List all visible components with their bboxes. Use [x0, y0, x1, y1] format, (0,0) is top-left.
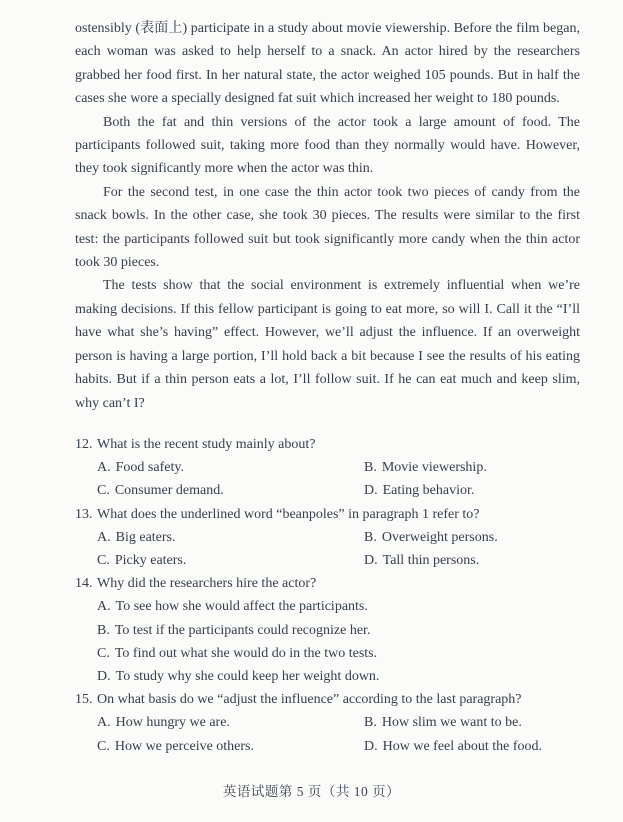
option-label: A.	[97, 715, 111, 731]
question-14-stem	[75, 572, 580, 595]
question-13-stem	[75, 503, 580, 526]
questions-section	[75, 433, 580, 758]
option-text: To study why she could keep her weight down.	[115, 668, 380, 684]
option-text: Consumer demand.	[114, 483, 224, 499]
option-label: A.	[97, 599, 111, 615]
option-label: D.	[364, 483, 378, 499]
question-number: 14.	[75, 576, 93, 592]
option-text: To find out what she would do in the two tests.	[114, 645, 378, 661]
question-14-option-d	[97, 665, 580, 688]
question-14-option-c	[97, 642, 580, 665]
question-text: On what basis do we “adjust the influence” according to the last paragraph?	[97, 692, 522, 708]
passage-paragraph-3: For the second test, in one case the thin actor took two pieces of candy from the snack bowls. In the other case, she took 30 pieces. The results were similar to the first test: the participants followed suit but took significantly more candy when the thin actor took 30 pieces.	[75, 184, 580, 271]
question-13-option-a	[97, 526, 364, 549]
option-text: Overweight persons.	[381, 529, 498, 545]
option-label: A.	[97, 460, 111, 476]
option-label: C.	[97, 483, 110, 499]
option-text: To test if the participants could recognize her.	[114, 622, 371, 638]
option-text: How slim we want to be.	[381, 715, 522, 731]
question-13-option-c	[97, 549, 364, 572]
question-15-option-b	[364, 711, 580, 734]
option-text: To see how she would affect the participants.	[115, 599, 368, 615]
option-label: C.	[97, 552, 110, 568]
option-text: Tall thin persons.	[382, 552, 480, 568]
reading-passage	[75, 17, 580, 415]
question-15-option-d	[364, 735, 580, 758]
option-label: C.	[97, 645, 110, 661]
question-13-option-b	[364, 526, 580, 549]
option-label: D.	[97, 668, 111, 684]
question-text: Why did the researchers hire the actor?	[97, 576, 317, 592]
question-12-stem	[75, 433, 580, 456]
question-15-option-c	[97, 735, 364, 758]
question-12-options	[97, 456, 580, 502]
question-number: 13.	[75, 506, 93, 522]
option-label: B.	[364, 460, 377, 476]
question-15	[75, 688, 580, 758]
option-text: Movie viewership.	[381, 460, 487, 476]
option-label: B.	[364, 529, 377, 545]
question-14-option-a	[97, 595, 580, 618]
question-15-options	[97, 711, 580, 757]
question-13-option-d	[364, 549, 580, 572]
question-13	[75, 503, 580, 573]
question-12-option-d	[364, 479, 580, 502]
question-14	[75, 572, 580, 688]
passage-paragraph-1: ostensibly (表面上) participate in a study about movie viewership. Before the film began, each woman was asked to help herself to a snack. An actor hired by the researchers grabbed her food first. In her natural state, the actor weighed 105 pounds. But in half the cases she wore a specially designed fat suit which increased her weight to 180 pounds.	[75, 21, 580, 107]
option-text: How we perceive others.	[114, 738, 255, 754]
option-label: C.	[97, 738, 110, 754]
question-text: What does the underlined word “beanpoles” in paragraph 1 refer to?	[97, 506, 480, 522]
option-text: Eating behavior.	[382, 483, 475, 499]
question-12-option-c	[97, 479, 364, 502]
option-label: D.	[364, 552, 378, 568]
question-number: 15.	[75, 692, 93, 708]
question-15-stem	[75, 688, 580, 711]
option-text: Picky eaters.	[114, 552, 187, 568]
question-14-options	[97, 595, 580, 688]
question-12	[75, 433, 580, 503]
passage-paragraph-2: Both the fat and thin versions of the actor took a large amount of food. The participants followed suit, taking more food than they normally would have. However, they took significantly more when the actor was thin.	[75, 114, 580, 177]
option-text: How we feel about the food.	[382, 738, 543, 754]
question-14-option-b	[97, 619, 580, 642]
question-text: What is the recent study mainly about?	[97, 436, 316, 452]
question-13-options	[97, 526, 580, 572]
question-number: 12.	[75, 436, 93, 452]
option-label: B.	[97, 622, 110, 638]
option-label: A.	[97, 529, 111, 545]
question-12-option-a	[97, 456, 364, 479]
question-15-option-a	[97, 711, 364, 734]
option-text: Food safety.	[115, 460, 184, 476]
page-footer: 英语试题第 5 页（共 10 页）	[222, 784, 401, 799]
question-12-option-b	[364, 456, 580, 479]
option-text: Big eaters.	[115, 529, 176, 545]
option-text: How hungry we are.	[115, 715, 230, 731]
option-label: B.	[364, 715, 377, 731]
option-label: D.	[364, 738, 378, 754]
passage-paragraph-4: The tests show that the social environment is extremely influential when we’re making decisions. If this fellow participant is going to eat more, so will I. Call it the “I’ll have what she’s having” effect. However, we’ll adjust the influence. If an overweight person is having a large portion, I’ll hold back a bit because I see the results of his eating habits. But if a thin person eats a lot, I’ll follow suit. If he can eat much and keep slim, why can’t I?	[75, 278, 580, 411]
